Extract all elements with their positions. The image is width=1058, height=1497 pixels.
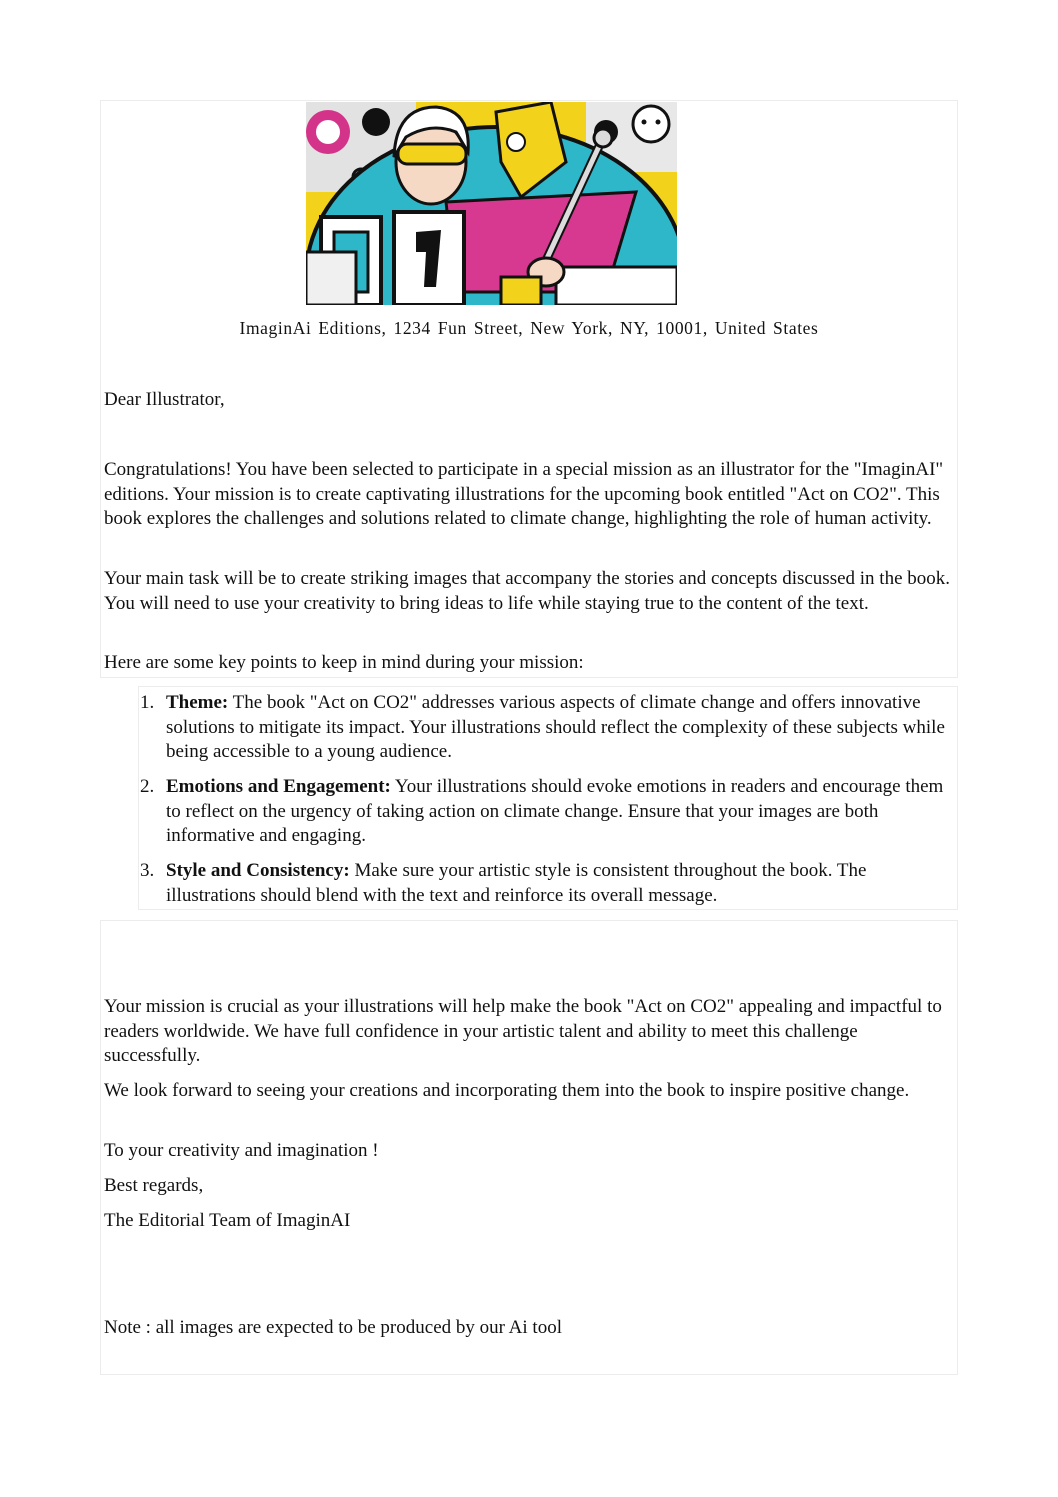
closing-paragraph: Your mission is crucial as your illustrations will help make the book "Act on CO2" appealing and impactful to readers worldwide. We have full confidence in your artistic talent and ability to meet this challenge successfully.: [104, 996, 942, 1066]
superhero-illustration-icon: [306, 102, 677, 305]
publisher-address: ImaginAi Editions, 1234 Fun Street, New York, NY, 10001, United States: [239, 318, 819, 338]
list-item-text: The book "Act on CO2" addresses various aspects of climate change and offers innovative solutions to mitigate its impact. Your illustrations should reflect the complexity of these subjects while being accessible to a young audience.: [166, 692, 945, 762]
task-paragraph: Your main task will be to create striking images that accompany the stories and concepts discussed in the book. You will need to use your creativity to bring ideas to life while staying true to the content of the text.: [104, 568, 951, 614]
list-item-text: Make sure your artistic style is consistent throughout the book. The illustrations should blend with the text and reinforce its overall message.: [166, 860, 867, 906]
list-number: 1.: [140, 692, 155, 713]
closing-paragraph: We look forward to seeing your creations and incorporating them into the book to inspire positive change.: [104, 1080, 910, 1101]
list-item-text: Your illustrations should evoke emotions in readers and encourage them to reflect on the urgency of taking action on climate change. Ensure that your images are both informative and engaging.: [166, 776, 944, 846]
list-item-title: Theme:: [166, 692, 229, 713]
closing-paragraph: To your creativity and imagination !: [104, 1140, 379, 1161]
key-points-intro: Here are some key points to keep in mind during your mission:: [104, 652, 584, 673]
signature: The Editorial Team of ImaginAI: [104, 1210, 351, 1231]
footnote: Note : all images are expected to be produced by our Ai tool: [104, 1317, 562, 1338]
sign-off: Best regards,: [104, 1175, 204, 1196]
intro-paragraph: Congratulations! You have been selected to participate in a special mission as an illustrator for the "ImaginAI" editions. Your mission is to create captivating illustrations for the upcoming book entitled "Act on CO2". This book explores the challenges and solutions related to climate change, highlighting the role of human activity.: [104, 459, 944, 529]
list-number: 3.: [140, 860, 155, 881]
greeting: Dear Illustrator,: [104, 389, 225, 410]
list-number: 2.: [140, 776, 155, 797]
list-item-title: Style and Consistency:: [166, 860, 350, 881]
list-item-title: Emotions and Engagement:: [166, 776, 391, 797]
